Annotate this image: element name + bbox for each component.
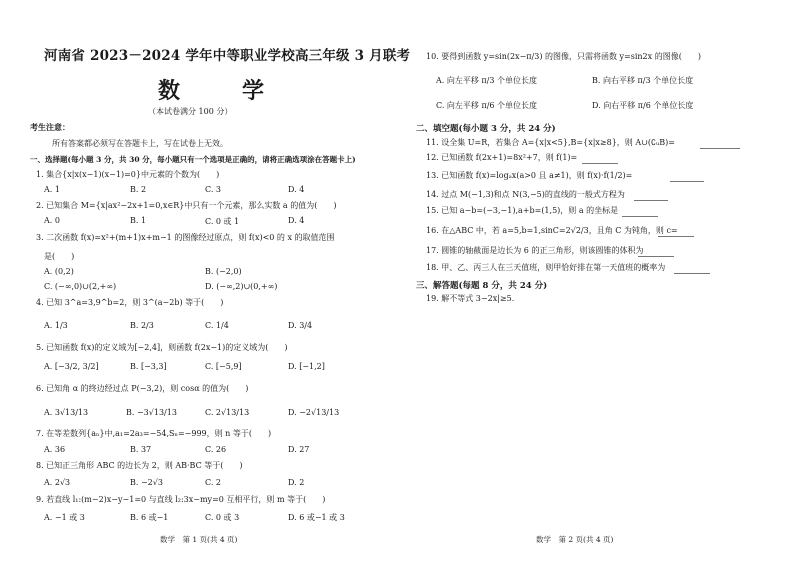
- notice-heading: 考生注意：: [30, 122, 70, 132]
- question-8: 8. 已知正三角形 ABC 的边长为 2，则 AB·BC 等于( ): [36, 461, 243, 470]
- answer-blank-17: [638, 256, 674, 257]
- score-note: （本试卷满分 100 分）: [148, 107, 233, 116]
- page-2: [400, 0, 794, 561]
- answer-blank-14: [634, 200, 668, 201]
- q8-option-b: B. −2√3: [130, 478, 163, 487]
- section-1-heading: 一、选择题(每小题 3 分，共 30 分，每小题只有一个选项是正确的，请将正确选项涂在答题卡上): [30, 155, 356, 164]
- exam-title: 河南省 2023－2024 学年中等职业学校高三年级 3 月联考: [44, 48, 411, 64]
- question-19: 19. 解不等式 3−2x|≥5.: [426, 294, 515, 303]
- q10-option-b: B. 向右平移 π/3 个单位长度: [592, 76, 694, 85]
- question-3-cont: 是( ): [44, 252, 75, 261]
- q3-option-a: A. (0,2): [44, 267, 74, 276]
- q2-option-a: A. 0: [44, 216, 60, 225]
- q2-option-b: B. 1: [130, 216, 147, 225]
- q3-option-b: B. (−2,0): [205, 267, 242, 276]
- q8-option-d: D. 2: [288, 478, 305, 487]
- q8-option-a: A. 2√3: [44, 478, 71, 487]
- q1-option-b: B. 2: [130, 185, 147, 194]
- q4-option-a: A. 1/3: [44, 321, 68, 330]
- q6-option-a: A. 3√13/13: [44, 408, 89, 417]
- question-2: 2. 已知集合 M={x|ax²−2x+1=0,x∈R}中只有一个元素，那么实数 a 的值为( ): [36, 201, 337, 210]
- answer-blank-12: [582, 163, 618, 164]
- q6-option-d: D. −2√13/13: [288, 408, 340, 417]
- question-18: 18. 甲、乙、丙三人在三天值班，则甲恰好排在第一天值班的概率为: [426, 263, 666, 272]
- question-6: 6. 已知角 α 的终边经过点 P(−3,2)，则 cosα 的值为( ): [36, 384, 249, 393]
- q9-option-d: D. 6 或−1 或 3: [288, 513, 345, 522]
- section-2-heading: 二、填空题(每小题 3 分，共 24 分): [416, 124, 556, 134]
- q7-option-b: B. 37: [130, 445, 152, 454]
- q7-option-a: A. 36: [44, 445, 66, 454]
- q10-option-d: D. 向右平移 π/6 个单位长度: [592, 101, 694, 110]
- answer-blank-15: [622, 216, 658, 217]
- question-15: 15. 已知 a−b=(−3,−1),a+b=(1,5)，则 a 的坐标是: [426, 206, 619, 215]
- question-5: 5. 已知函数 f(x)的定义域为[−2,4]，则函数 f(2x−1)的定义域为( ): [36, 343, 288, 352]
- q2-option-d: D. 4: [288, 216, 305, 225]
- question-1: 1. 集合{x|x(x−1)(x−1)=0}中元素的个数为( ): [36, 170, 220, 179]
- q10-option-a: A. 向左平移 π/3 个单位长度: [436, 76, 537, 85]
- question-3: 3. 二次函数 f(x)=x²+(m+1)x+m−1 的图像经过原点，则 f(x)<0 的 x 的取值范围: [36, 233, 335, 242]
- q9-option-b: B. 6 或−1: [130, 513, 169, 522]
- q6-option-c: C. 2√13/13: [205, 408, 250, 417]
- q1-option-c: C. 3: [205, 185, 222, 194]
- question-7: 7. 在等差数列{aₙ}中,a₁=2a₃=−54,Sₙ=−999，则 n 等于( ): [36, 429, 272, 438]
- question-12: 12. 已知函数 f(2x+1)=8x²+7，则 f(1)=: [426, 153, 578, 162]
- question-16: 16. 在△ABC 中，若 a=5,b=1,sinC=2√2/3，且角 C 为钝角，则 c=: [426, 226, 678, 235]
- q2-option-c: C. 0 或 1: [205, 217, 240, 226]
- q10-option-c: C. 向左平移 π/6 个单位长度: [436, 101, 538, 110]
- q8-option-c: C. 2: [205, 478, 222, 487]
- question-17: 17. 圆锥的轴截面是边长为 6 的正三角形，则该圆锥的体积为: [426, 246, 644, 255]
- q5-option-c: C. [−5,9]: [205, 362, 242, 371]
- q4-option-c: C. 1/4: [205, 321, 229, 330]
- page-1-footer: 数学 第 1 页(共 4 页): [160, 535, 238, 544]
- section-3-heading: 三、解答题(每题 8 分，共 24 分): [416, 281, 548, 291]
- q4-option-d: D. 3/4: [288, 321, 313, 330]
- question-4: 4. 已知 3^a=3,9^b=2，则 3^(a−2b) 等于( ): [36, 298, 224, 307]
- subject-title: 数 学: [158, 78, 285, 104]
- answer-blank-13: [670, 181, 704, 182]
- q4-option-b: B. 2/3: [130, 321, 154, 330]
- q3-option-c: C. (−∞,0)∪(2,+∞): [44, 282, 117, 291]
- answer-blank-18: [674, 273, 710, 274]
- q9-option-a: A. −1 或 3: [44, 513, 85, 522]
- page-2-footer: 数学 第 2 页(共 4 页): [536, 535, 614, 544]
- q9-option-c: C. 0 或 3: [205, 513, 240, 522]
- question-14: 14. 过点 M(−1,3)和点 N(3,−5)的直线的一般式方程为: [426, 190, 625, 199]
- question-10: 10. 要得到函数 y=sin(2x−π/3) 的图像，只需将函数 y=sin2x 的图像( ): [426, 52, 701, 61]
- q3-option-d: D. (−∞,2)∪(0,+∞): [205, 282, 278, 291]
- notice-text: 所有答案都必须写在答题卡上，写在试卷上无效。: [44, 139, 228, 148]
- q5-option-a: A. [−3/2, 3/2]: [44, 362, 99, 371]
- q1-option-a: A. 1: [44, 185, 60, 194]
- q1-option-d: D. 4: [288, 185, 305, 194]
- q5-option-b: B. [−3,3]: [130, 362, 167, 371]
- answer-blank-11: [700, 148, 740, 149]
- question-11: 11. 设全集 U=R，若集合 A={x|x<5},B={x|x≥8}，则 A∪(∁ᵤB)=: [426, 138, 675, 147]
- q6-option-b: B. −3√13/13: [126, 408, 177, 417]
- q7-option-c: C. 26: [205, 445, 227, 454]
- question-13: 13. 已知函数 f(x)=logₐx(a>0 且 a≠1)，则 f(x)·f(1/2)=: [426, 171, 633, 180]
- answer-blank-16: [658, 236, 694, 237]
- q7-option-d: D. 27: [288, 445, 310, 454]
- q5-option-d: D. [−1,2]: [288, 362, 325, 371]
- question-9: 9. 若直线 l₁:(m−2)x−y−1=0 与直线 l₂:3x−my=0 互相平行，则 m 等于( ): [36, 495, 326, 504]
